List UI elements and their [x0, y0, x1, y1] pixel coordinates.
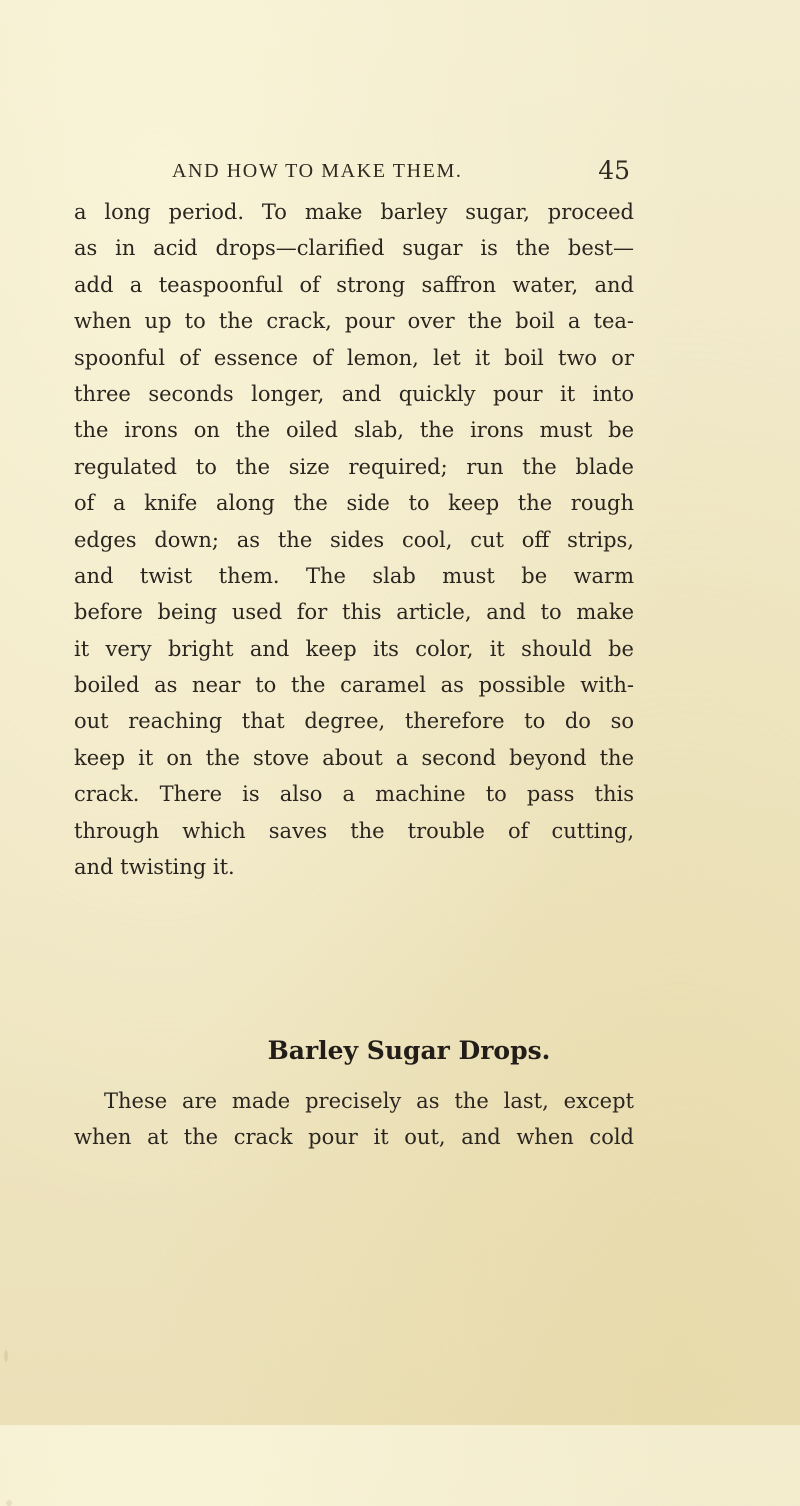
section-heading: Barley Sugar Drops. [267, 1036, 551, 1065]
text-line: a long period. To make barley sugar, proceed [74, 200, 634, 224]
page-number: 45 [598, 156, 630, 185]
text-line: regulated to the size required; run the blade [74, 454, 634, 479]
paper-stain [4, 1350, 8, 1362]
text-line: edges down; as the sides cool, cut off strips, [74, 527, 634, 552]
text-line: and twisting it. [74, 855, 235, 880]
text-line: when at the crack pour it out, and when cold [74, 1125, 634, 1150]
text-line: crack. There is also a machine to pass this [74, 782, 634, 807]
text-line: out reaching that degree, therefore to do so [74, 709, 634, 734]
running-head [172, 156, 630, 192]
text-line: and twist them. The slab must be warm [74, 563, 634, 588]
paragraph-barley-sugar [74, 194, 634, 885]
text-line: of a knife along the side to keep the rough [74, 491, 634, 516]
running-title: AND HOW TO MAKE THEM. [172, 160, 463, 182]
text-line: three seconds longer, and quickly pour it into [74, 381, 634, 406]
text-line: keep it on the stove about a second beyond the [74, 745, 634, 770]
text-line: These are made precisely as the last, except [104, 1089, 634, 1113]
text-line: boiled as near to the caramel as possible with- [74, 673, 634, 698]
paper-stain [6, 1500, 12, 1506]
text-line: when up to the crack, pour over the boil a tea- [74, 309, 634, 334]
text-line: spoonful of essence of lemon, let it boil two or [74, 345, 634, 370]
text-line: it very bright and keep its color, it should be [74, 636, 634, 661]
text-line: the irons on the oiled slab, the irons must be [74, 418, 634, 443]
text-line: before being used for this article, and to make [74, 600, 634, 625]
text-line: through which saves the trouble of cutting, [74, 818, 634, 843]
text-line: as in acid drops—clarified sugar is the best— [74, 236, 634, 261]
text-line: add a teaspoonful of strong saffron water, and [74, 272, 634, 297]
paragraph-barley-sugar-drops [74, 1083, 634, 1156]
